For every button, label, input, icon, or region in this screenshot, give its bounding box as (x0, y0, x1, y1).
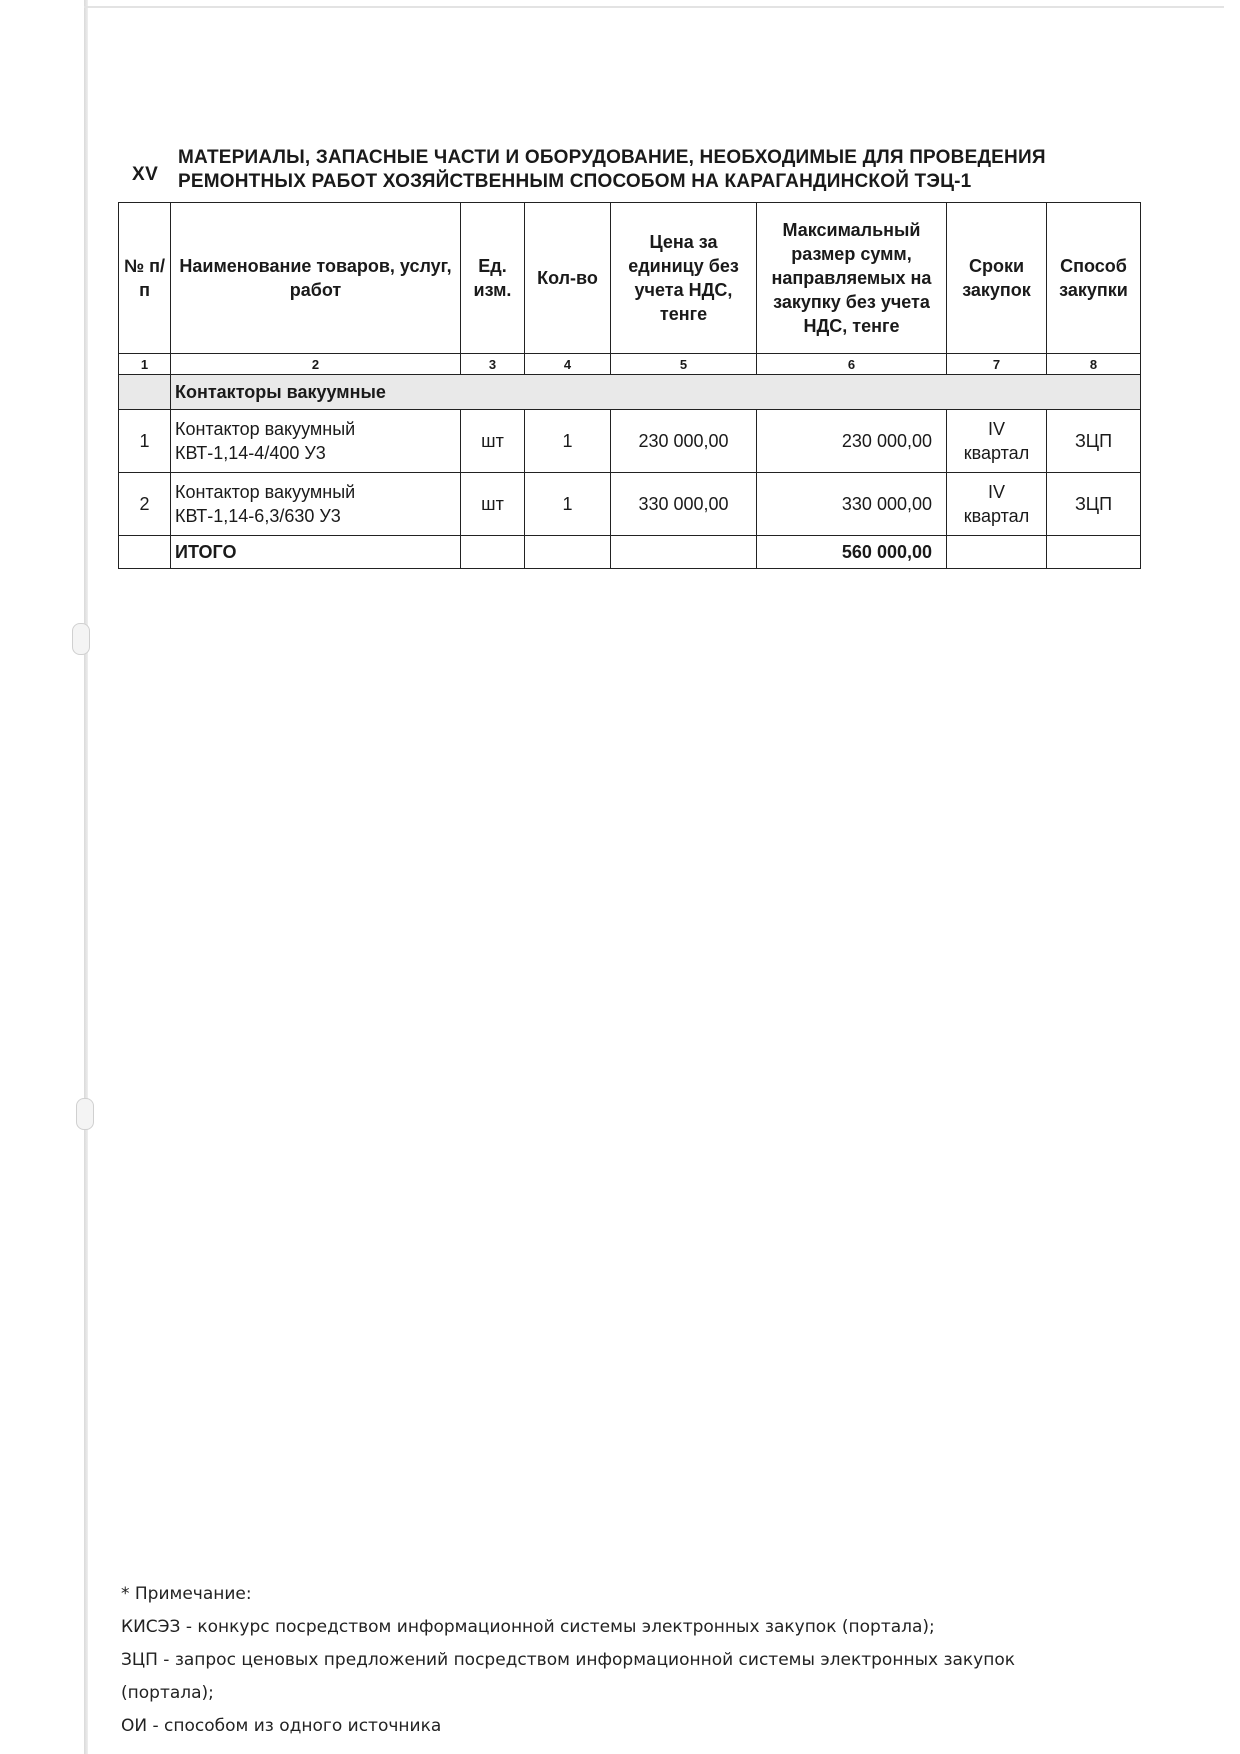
row-method: ЗЦП (1047, 473, 1141, 536)
row-method: ЗЦП (1047, 410, 1141, 473)
row-price: 330 000,00 (611, 473, 757, 536)
note-zcp-line-2: (портала); (121, 1683, 214, 1703)
row-name-line-1: Контактор вакуумный (175, 419, 356, 439)
section-title-line-1: МАТЕРИАЛЫ, ЗАПАСНЫЕ ЧАСТИ И ОБОРУДОВАНИЕ, НЕОБХОДИМЫЕ ДЛЯ ПРОВЕДЕНИЯ (178, 147, 1046, 168)
column-number: 5 (611, 354, 757, 375)
page-top-edge (84, 6, 1224, 8)
column-number: 4 (525, 354, 611, 375)
column-number-row (119, 354, 1141, 375)
total-empty-cell (461, 536, 525, 569)
row-name-line-2: КВТ-1,14-6,3/630 У3 (175, 506, 341, 526)
row-unit: шт (461, 473, 525, 536)
row-num: 2 (119, 473, 171, 536)
row-price: 230 000,00 (611, 410, 757, 473)
total-empty-cell (947, 536, 1047, 569)
row-name (171, 410, 461, 473)
procurement-table (118, 202, 1141, 569)
header-method: Способ закупки (1047, 203, 1141, 354)
row-term-word: квартал (963, 506, 1030, 526)
header-qty: Кол-во (525, 203, 611, 354)
punch-hole (76, 1098, 94, 1130)
row-term-quarter: IV (987, 419, 1005, 439)
header-unit: Ед. изм. (461, 203, 525, 354)
section-title (178, 146, 1046, 194)
header-num: № п/п (119, 203, 171, 354)
column-number: 8 (1047, 354, 1141, 375)
note-kisez: КИСЭЗ - конкурс посредством информационной системы электронных закупок (портала); (121, 1617, 935, 1637)
header-max-sum: Максимальный размер сумм, направляемых на закупку без учета НДС, тенге (757, 203, 947, 354)
row-qty: 1 (525, 473, 611, 536)
section-number: XV (132, 164, 159, 185)
total-row (119, 536, 1141, 569)
notes-title: * Примечание: (121, 1584, 252, 1604)
row-name-line-2: КВТ-1,14-4/400 У3 (175, 443, 326, 463)
column-number: 7 (947, 354, 1047, 375)
row-unit: шт (461, 410, 525, 473)
header-price: Цена за единицу без учета НДС, тенге (611, 203, 757, 354)
notes-block (121, 1578, 1121, 1743)
row-name (171, 473, 461, 536)
total-max-sum: 560 000,00 (757, 536, 947, 569)
group-title: Контакторы вакуумные (171, 375, 1141, 410)
section-title-line-2: РЕМОНТНЫХ РАБОТ ХОЗЯЙСТВЕННЫМ СПОСОБОМ НА КАРАГАНДИНСКОЙ ТЭЦ-1 (178, 171, 972, 192)
column-number: 2 (171, 354, 461, 375)
page-binding-edge (84, 0, 88, 1754)
group-empty-cell (119, 375, 171, 410)
table-row (119, 410, 1141, 473)
row-max-sum: 330 000,00 (757, 473, 947, 536)
table-row (119, 473, 1141, 536)
row-term-word: квартал (963, 443, 1030, 463)
header-term: Сроки закупок (947, 203, 1047, 354)
row-term (947, 473, 1047, 536)
column-number: 3 (461, 354, 525, 375)
note-oi: ОИ - способом из одного источника (121, 1716, 442, 1736)
row-term-quarter: IV (987, 482, 1005, 502)
total-empty-cell (1047, 536, 1141, 569)
note-zcp-line-1: ЗЦП - запрос ценовых предложений посредством информационной системы электронных закупок (121, 1650, 1016, 1670)
row-qty: 1 (525, 410, 611, 473)
total-empty-cell (611, 536, 757, 569)
column-number: 1 (119, 354, 171, 375)
row-num: 1 (119, 410, 171, 473)
column-number: 6 (757, 354, 947, 375)
punch-hole (72, 623, 90, 655)
row-max-sum: 230 000,00 (757, 410, 947, 473)
row-term (947, 410, 1047, 473)
header-name: Наименование товаров, услуг, работ (171, 203, 461, 354)
row-name-line-1: Контактор вакуумный (175, 482, 356, 502)
table-header-row (119, 203, 1141, 354)
group-row (119, 375, 1141, 410)
section-heading (132, 146, 1132, 196)
total-empty-cell (525, 536, 611, 569)
total-empty-cell (119, 536, 171, 569)
total-label: ИТОГО (171, 536, 461, 569)
